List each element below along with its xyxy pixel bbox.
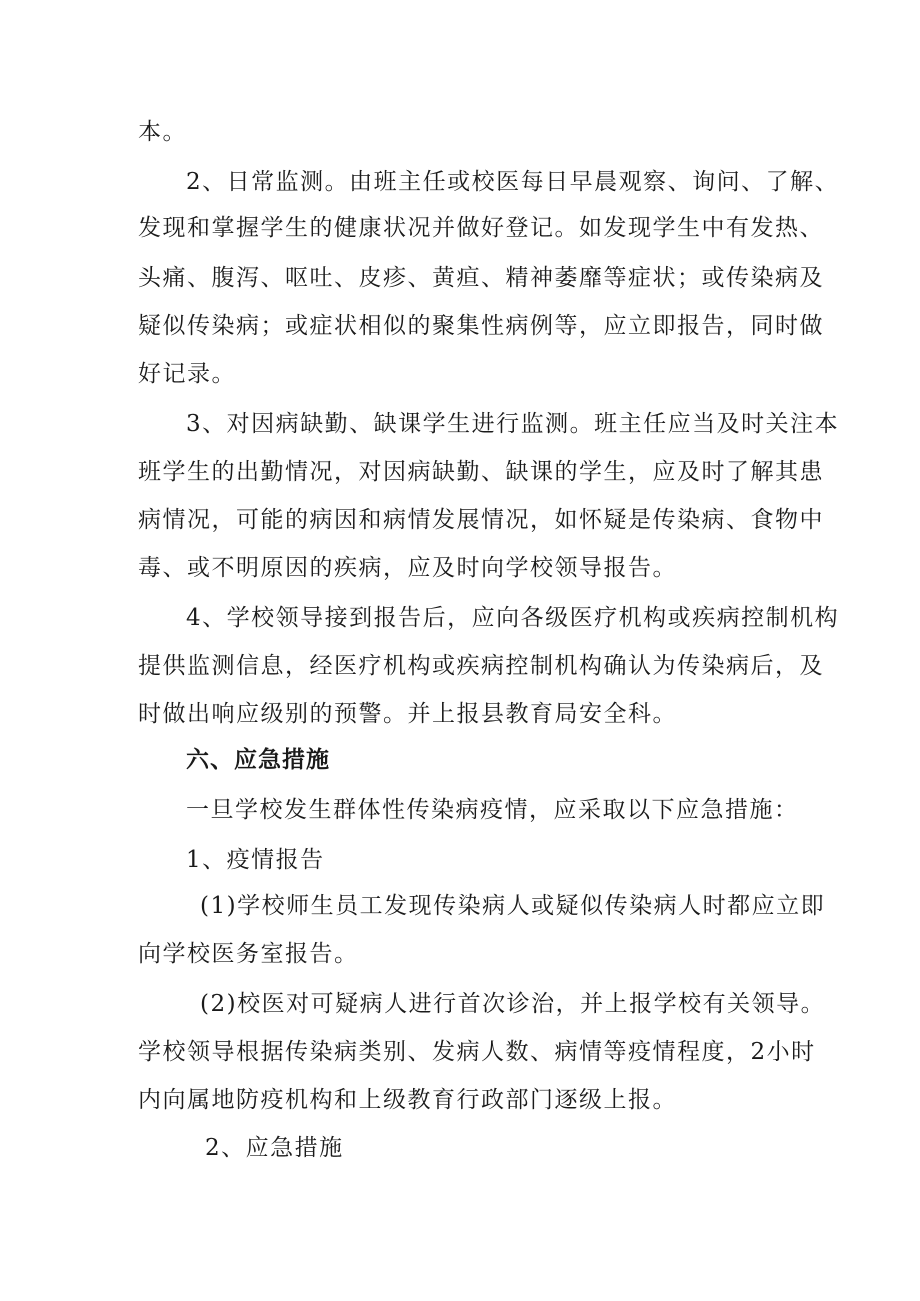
text-line: 学校领导根据传染病类别、发病人数、病情等疫情程度，2小时 (138, 1039, 816, 1065)
paragraph-2-line-1: 2、日常监测。由班主任或校医每日早晨观察、询问、了解、 (186, 169, 840, 195)
text-line: 发现和掌握学生的健康状况并做好登记。如发现学生中有发热、 (138, 215, 824, 241)
section-intro: 一旦学校发生群体性传染病疫情，应采取以下应急措施： (186, 797, 799, 823)
text-line: 病情况，可能的病因和病情发展情况，如怀疑是传染病、食物中 (138, 507, 824, 533)
text-line: 班学生的出勤情况，对因病缺勤、缺课的学生，应及时了解其患 (138, 459, 824, 485)
section-heading: 六、应急措施 (186, 747, 330, 773)
paragraph-4-line-1: 4、学校领导接到报告后，应向各级医疗机构或疾病控制机构 (186, 605, 840, 631)
text-line: 本。 (138, 119, 187, 145)
subsection-title: 2、应急措施 (205, 1135, 344, 1161)
text-line: 疑似传染病；或症状相似的聚集性病例等，应立即报告，同时做 (138, 313, 824, 339)
text-line: 好记录。 (138, 361, 236, 387)
text-line: 提供监测信息，经医疗机构或疾病控制机构确认为传染病后，及 (138, 653, 824, 679)
subsection-title: 1、疫情报告 (186, 847, 325, 873)
text-line: 时做出响应级别的预警。并上报县教育局安全科。 (138, 701, 677, 727)
item-1-line-1: (1)学校师生员工发现传染病人或疑似传染病人时都应立即 (200, 893, 826, 919)
paragraph-3-line-1: 3、对因病缺勤、缺课学生进行监测。班主任应当及时关注本 (186, 411, 840, 437)
item-2-line-1: (2)校医对可疑病人进行首次诊治，并上报学校有关领导。 (200, 991, 826, 1017)
text-line: 毒、或不明原因的疾病，应及时向学校领导报告。 (138, 555, 677, 581)
text-line: 头痛、腹泻、呕吐、皮疹、黄疸、精神萎靡等症状；或传染病及 (138, 265, 824, 291)
text-line: 内向属地防疫机构和上级教育行政部门逐级上报。 (138, 1087, 677, 1113)
text-line: 向学校医务室报告。 (138, 941, 359, 967)
